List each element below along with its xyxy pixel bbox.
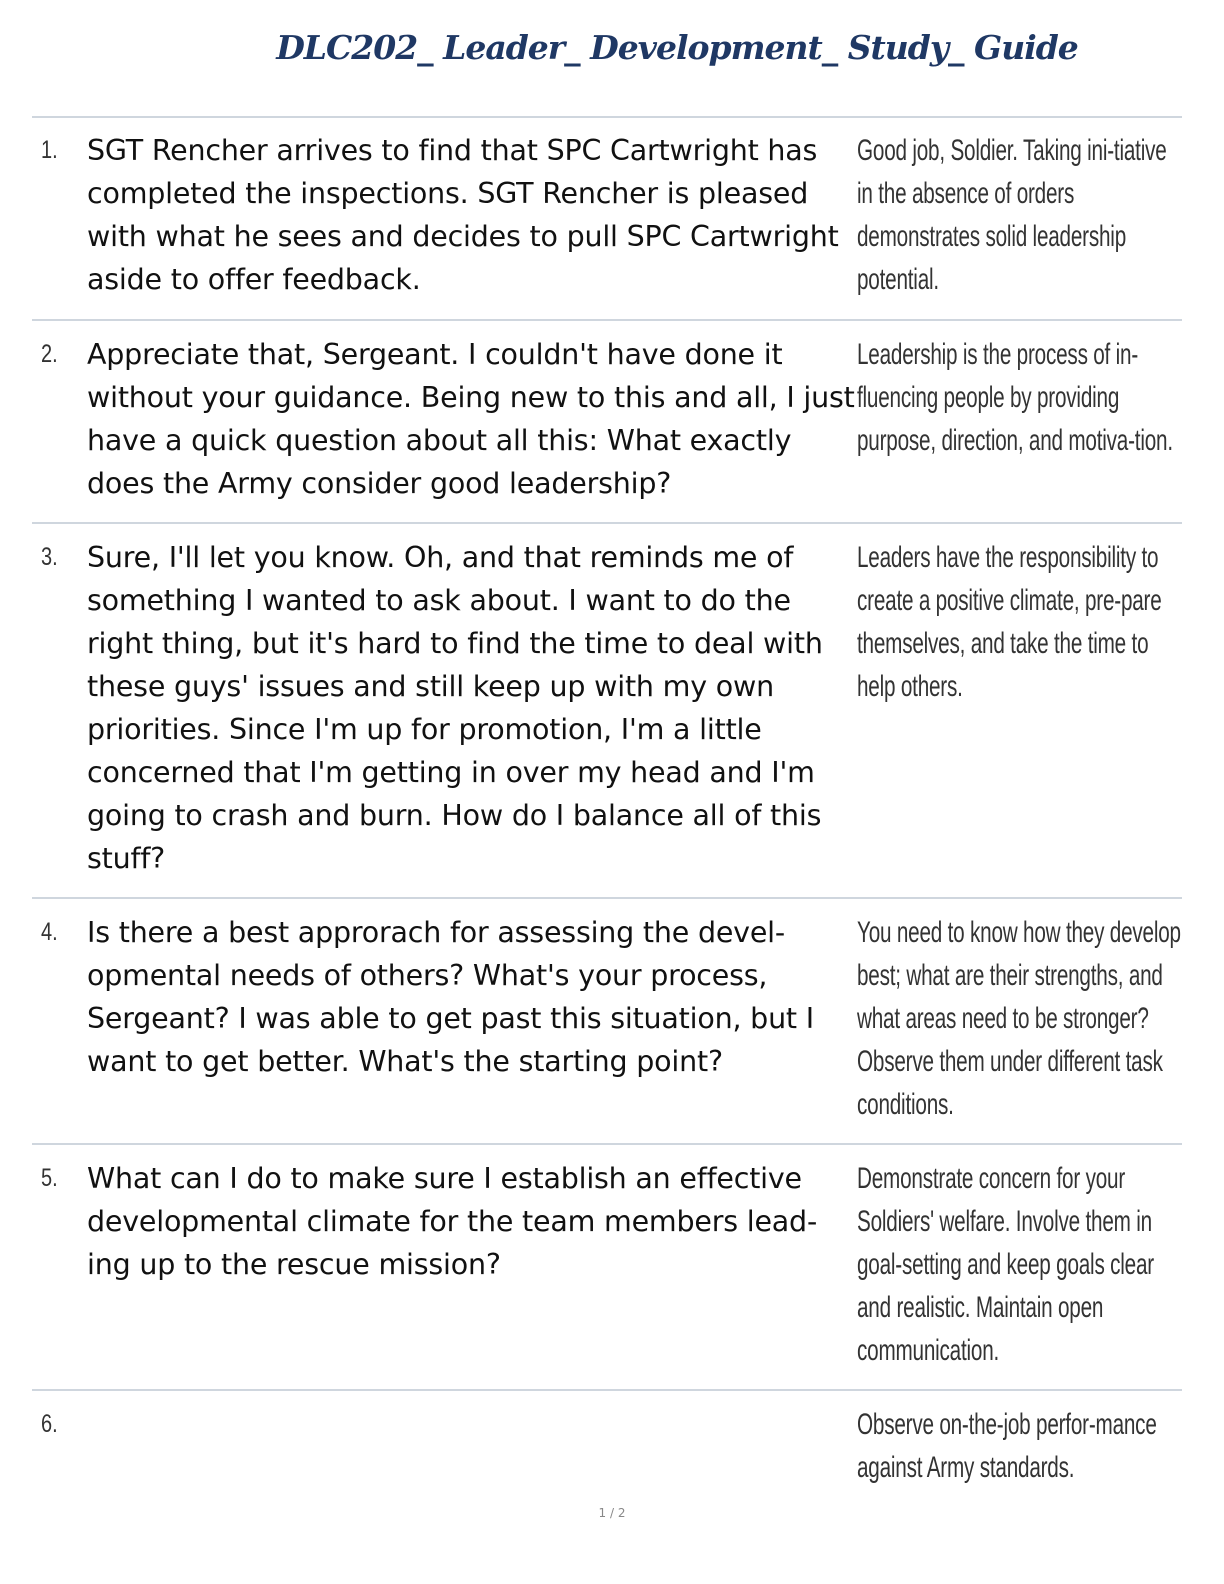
separator	[32, 319, 1182, 321]
item-question: What can I do to make sure I establish an effective developmental climate for the team members lead-ing up to the rescue mission?	[87, 1162, 818, 1281]
separator	[32, 522, 1182, 524]
document-title: DLC202_ Leader_ Development_ Study_ Guide	[276, 28, 1078, 67]
item-answer: You need to know how they develop best; what are their strengths, and what areas need to be stronger? Observe them under different task conditions.	[857, 916, 1181, 1121]
separator	[32, 1389, 1182, 1391]
item-question: SGT Rencher arrives to find that SPC Cartwright has completed the inspections. SGT Rencher is pleased with what he sees and decides to pull SPC Cartwright aside to offer feedback.	[87, 134, 839, 296]
page-indicator: 1 / 2	[598, 1506, 626, 1520]
separator	[32, 897, 1182, 899]
item-answer: Good job, Soldier. Taking ini-tiative in the absence of orders demonstrates solid leadership potential.	[857, 134, 1167, 296]
item-answer: Leaders have the responsibility to create a positive climate, pre-pare themselves, and take the time to help others.	[857, 541, 1162, 703]
item-answer: Leadership is the process of in-fluencing people by providing purpose, direction, and motiva-tion.	[857, 338, 1173, 457]
separator	[32, 1143, 1182, 1145]
item-number: 5.	[41, 1164, 58, 1192]
item-question: Is there a best approrach for assessing the devel-opmental needs of others? What's your process, Sergeant? I was able to get past this situation, but I want to get better. What's the starting point?	[87, 916, 814, 1078]
item-number: 1.	[41, 136, 58, 164]
item-answer: Observe on-the-job perfor-mance against Army standards.	[857, 1408, 1157, 1484]
item-number: 6.	[41, 1410, 58, 1438]
separator-top	[32, 116, 1182, 118]
item-number: 3.	[41, 543, 58, 571]
item-answer: Demonstrate concern for your Soldiers' welfare. Involve them in goal-setting and keep goals clear and realistic. Maintain open communication.	[857, 1162, 1154, 1367]
item-question: Sure, I'll let you know. Oh, and that reminds me of something I wanted to ask about. I want to do the right thing, but it's hard to find the time to deal with these guys' issues and still keep up with my own priorities. Since I'm up for promotion, I'm a little concerned that I'm getting in over my head and I'm going to crash and burn. How do I balance all of this stuff?	[87, 541, 823, 875]
item-question: Appreciate that, Sergeant. I couldn't have done it without your guidance. Being new to this and all, I just have a quick question about all this: What exactly does the Army consider good leadership?	[87, 338, 855, 500]
item-number: 4.	[41, 918, 58, 946]
item-number: 2.	[41, 340, 58, 368]
